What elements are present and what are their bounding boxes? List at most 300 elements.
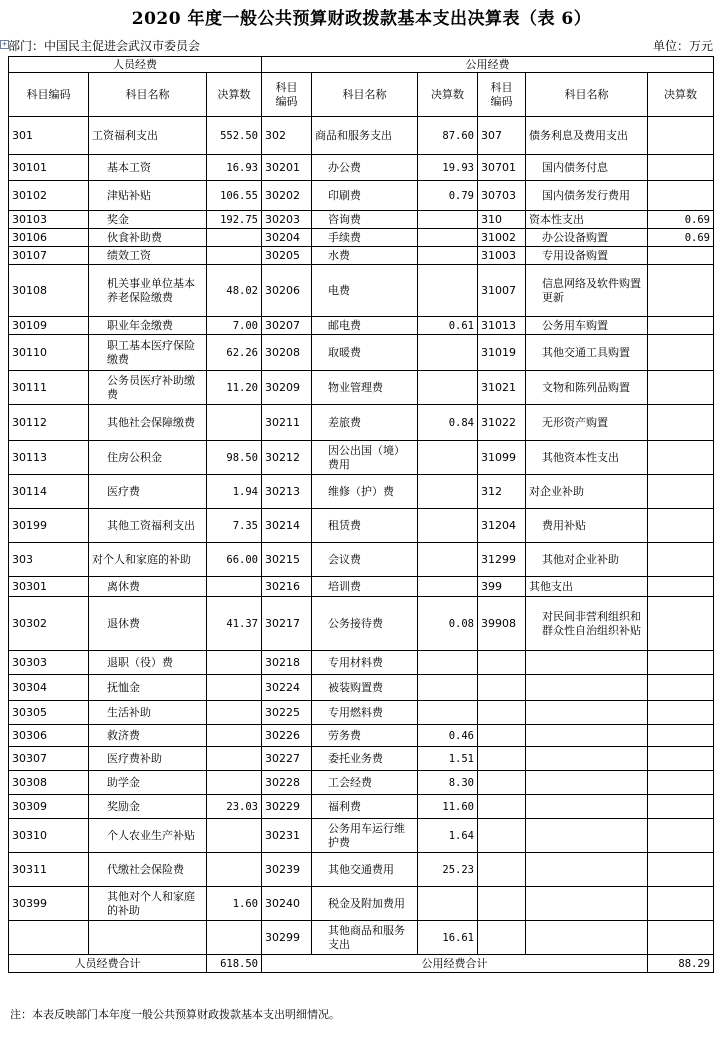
table-row [9, 543, 714, 577]
cell-name [526, 725, 648, 747]
cell-amount [648, 725, 714, 747]
cell-amount: 1.94 [207, 475, 262, 509]
cell-name [526, 771, 648, 795]
cell-code: 30209 [262, 371, 312, 405]
cell-amount: 0.61 [418, 317, 478, 335]
cell-amount [207, 819, 262, 853]
cell-name [526, 675, 648, 701]
cell-name: 差旅费 [312, 405, 418, 441]
header-code-2: 科目 编码 [262, 73, 312, 117]
cell-amount: 0.46 [418, 725, 478, 747]
cell-code: 30307 [9, 747, 89, 771]
cell-code: 30218 [262, 651, 312, 675]
cell-code: 30205 [262, 247, 312, 265]
cell-code: 30216 [262, 577, 312, 597]
cell-code: 30101 [9, 155, 89, 181]
table-row [9, 795, 714, 819]
cell-name: 其他对个人和家庭的补助 [89, 887, 207, 921]
cell-name: 退休费 [89, 597, 207, 651]
table-row [9, 117, 714, 155]
cell-code: 30106 [9, 229, 89, 247]
cell-amount [418, 887, 478, 921]
cell-name: 奖励金 [89, 795, 207, 819]
personnel-total-value: 618.50 [207, 955, 262, 973]
header-amount-1: 决算数 [207, 73, 262, 117]
cell-name: 信息网络及软件购置更新 [526, 265, 648, 317]
cell-code: 399 [478, 577, 526, 597]
cell-code: 30202 [262, 181, 312, 211]
cell-amount: 552.50 [207, 117, 262, 155]
cell-amount [207, 701, 262, 725]
cell-name: 被装购置费 [312, 675, 418, 701]
cell-name: 公务接待费 [312, 597, 418, 651]
cell-name: 个人农业生产补贴 [89, 819, 207, 853]
cell-amount: 19.93 [418, 155, 478, 181]
public-total-label: 公用经费合计 [262, 955, 648, 973]
table-row [9, 747, 714, 771]
cell-code: 30109 [9, 317, 89, 335]
footnote: 注：本表反映部门本年度一般公共预算财政拨款基本支出明细情况。 [10, 1008, 340, 1021]
cell-code: 30199 [9, 509, 89, 543]
table-row [9, 405, 714, 441]
cell-code: 30110 [9, 335, 89, 371]
cell-code: 31099 [478, 441, 526, 475]
cell-name: 费用补贴 [526, 509, 648, 543]
cell-name: 离休费 [89, 577, 207, 597]
cell-name [526, 853, 648, 887]
cell-code: 30309 [9, 795, 89, 819]
header-code-3: 科目 编码 [478, 73, 526, 117]
cell-name: 培训费 [312, 577, 418, 597]
table-row [9, 651, 714, 675]
cell-name: 工会经费 [312, 771, 418, 795]
cell-code: 31299 [478, 543, 526, 577]
cell-amount [418, 651, 478, 675]
cell-name: 其他社会保障缴费 [89, 405, 207, 441]
cell-name: 公务用车购置 [526, 317, 648, 335]
cell-code: 30112 [9, 405, 89, 441]
cell-amount [648, 247, 714, 265]
cell-amount [418, 211, 478, 229]
cell-name: 基本工资 [89, 155, 207, 181]
cell-name: 取暖费 [312, 335, 418, 371]
cell-code: 30227 [262, 747, 312, 771]
cell-code: 30305 [9, 701, 89, 725]
cell-amount [648, 475, 714, 509]
table-row [9, 317, 714, 335]
cell-amount: 0.69 [648, 229, 714, 247]
cell-name: 退职（役）费 [89, 651, 207, 675]
cell-name: 维修（护）费 [312, 475, 418, 509]
cell-amount: 11.20 [207, 371, 262, 405]
cell-name [526, 887, 648, 921]
table-title: 2020 年度一般公共预算财政拨款基本支出决算表（表 6） [131, 9, 592, 29]
cell-amount [207, 771, 262, 795]
cell-code [478, 921, 526, 955]
cell-name: 职工基本医疗保险缴费 [89, 335, 207, 371]
cell-code: 30239 [262, 853, 312, 887]
cell-amount [648, 597, 714, 651]
cell-code: 312 [478, 475, 526, 509]
cell-name [526, 701, 648, 725]
table-row [9, 335, 714, 371]
cell-code: 310 [478, 211, 526, 229]
cell-code: 30703 [478, 181, 526, 211]
cell-name [526, 921, 648, 955]
cell-code [478, 747, 526, 771]
cell-amount [648, 675, 714, 701]
cell-amount [418, 265, 478, 317]
cell-name: 专用设备购置 [526, 247, 648, 265]
cell-code [478, 887, 526, 921]
cell-name: 津贴补贴 [89, 181, 207, 211]
cell-name: 文物和陈列品购置 [526, 371, 648, 405]
cell-amount [648, 117, 714, 155]
cell-code: 303 [9, 543, 89, 577]
expenditure-table [8, 56, 714, 973]
cell-code: 30302 [9, 597, 89, 651]
cell-code: 30113 [9, 441, 89, 475]
cell-name: 抚恤金 [89, 675, 207, 701]
cell-code: 30226 [262, 725, 312, 747]
cell-code: 30240 [262, 887, 312, 921]
cell-name: 对企业补助 [526, 475, 648, 509]
unit-label: 单位：万元 [652, 39, 713, 53]
cell-code [478, 701, 526, 725]
cell-code: 31204 [478, 509, 526, 543]
cell-code: 30213 [262, 475, 312, 509]
cell-amount [418, 441, 478, 475]
cell-name: 机关事业单位基本养老保险缴费 [89, 265, 207, 317]
cell-name: 其他商品和服务支出 [312, 921, 418, 955]
cell-code [478, 675, 526, 701]
cell-amount [207, 651, 262, 675]
cell-code: 30207 [262, 317, 312, 335]
cell-name: 电费 [312, 265, 418, 317]
table-row [9, 887, 714, 921]
cell-name: 手续费 [312, 229, 418, 247]
cell-code: 30310 [9, 819, 89, 853]
cell-amount [418, 675, 478, 701]
cell-name: 资本性支出 [526, 211, 648, 229]
cell-code [478, 853, 526, 887]
cell-name: 工资福利支出 [89, 117, 207, 155]
cell-amount [648, 405, 714, 441]
cell-name: 办公设备购置 [526, 229, 648, 247]
cell-name: 国内债务发行费用 [526, 181, 648, 211]
header-code-1: 科目编码 [9, 73, 89, 117]
cell-amount [418, 335, 478, 371]
cell-amount [418, 247, 478, 265]
cell-name: 救济费 [89, 725, 207, 747]
cell-name: 会议费 [312, 543, 418, 577]
table-row [9, 181, 714, 211]
cell-amount: 87.60 [418, 117, 478, 155]
cell-name: 其他交通工具购置 [526, 335, 648, 371]
cell-amount: 41.37 [207, 597, 262, 651]
cell-name: 委托业务费 [312, 747, 418, 771]
cell-name: 专用燃料费 [312, 701, 418, 725]
cell-code: 30308 [9, 771, 89, 795]
cell-amount [648, 819, 714, 853]
cell-code: 31022 [478, 405, 526, 441]
cell-amount [648, 747, 714, 771]
cell-name: 咨询费 [312, 211, 418, 229]
table-row [9, 229, 714, 247]
table-row [9, 155, 714, 181]
cell-name: 助学金 [89, 771, 207, 795]
table-row [9, 819, 714, 853]
cell-code: 31013 [478, 317, 526, 335]
cell-amount [648, 921, 714, 955]
cell-amount [648, 317, 714, 335]
cell-name: 对民间非营利组织和群众性自治组织补贴 [526, 597, 648, 651]
cell-amount: 1.60 [207, 887, 262, 921]
cell-code: 30299 [262, 921, 312, 955]
cell-name: 其他支出 [526, 577, 648, 597]
department-label: 部门：中国民主促进会武汉市委员会 [8, 39, 201, 53]
cell-amount [207, 577, 262, 597]
public-total-value: 88.29 [648, 955, 714, 973]
cell-code: 30204 [262, 229, 312, 247]
cell-amount [207, 675, 262, 701]
cell-amount [648, 795, 714, 819]
cell-name: 对个人和家庭的补助 [89, 543, 207, 577]
cell-name: 商品和服务支出 [312, 117, 418, 155]
cell-amount [207, 247, 262, 265]
cell-code: 30231 [262, 819, 312, 853]
cell-amount [648, 509, 714, 543]
cell-name: 生活补助 [89, 701, 207, 725]
cell-amount [648, 651, 714, 675]
cell-amount: 7.35 [207, 509, 262, 543]
cell-amount: 192.75 [207, 211, 262, 229]
cell-amount [648, 543, 714, 577]
personnel-section-header: 人员经费 [9, 57, 262, 73]
cell-amount: 0.69 [648, 211, 714, 229]
cell-name: 公务用车运行维护费 [312, 819, 418, 853]
cell-amount [648, 887, 714, 921]
cell-name: 其他资本性支出 [526, 441, 648, 475]
cell-amount: 106.55 [207, 181, 262, 211]
cell-code [478, 651, 526, 675]
cell-amount [648, 155, 714, 181]
cell-name: 公务员医疗补助缴费 [89, 371, 207, 405]
cell-code: 30229 [262, 795, 312, 819]
cell-name [526, 795, 648, 819]
cell-code: 30304 [9, 675, 89, 701]
cell-code: 30217 [262, 597, 312, 651]
table-row [9, 853, 714, 887]
cell-amount [648, 371, 714, 405]
cell-amount: 25.23 [418, 853, 478, 887]
cell-name: 邮电费 [312, 317, 418, 335]
cell-name: 住房公积金 [89, 441, 207, 475]
cell-amount [418, 577, 478, 597]
header-amount-3: 决算数 [648, 73, 714, 117]
table-row [9, 675, 714, 701]
cell-code: 30303 [9, 651, 89, 675]
table-row [9, 265, 714, 317]
cell-code: 31002 [478, 229, 526, 247]
cell-amount [648, 771, 714, 795]
cell-name: 债务利息及费用支出 [526, 117, 648, 155]
cell-name: 物业管理费 [312, 371, 418, 405]
cell-amount: 16.61 [418, 921, 478, 955]
cell-code: 30212 [262, 441, 312, 475]
cell-code [9, 921, 89, 955]
cell-code: 30206 [262, 265, 312, 317]
cell-code: 30107 [9, 247, 89, 265]
table-row [9, 597, 714, 651]
table-row [9, 725, 714, 747]
cell-code [478, 795, 526, 819]
cell-code: 30114 [9, 475, 89, 509]
cell-name: 其他工资福利支出 [89, 509, 207, 543]
cell-name: 代缴社会保险费 [89, 853, 207, 887]
cell-name: 医疗费补助 [89, 747, 207, 771]
cell-amount [418, 543, 478, 577]
cell-amount [648, 577, 714, 597]
cell-amount: 23.03 [207, 795, 262, 819]
cell-name: 水费 [312, 247, 418, 265]
cell-name [89, 921, 207, 955]
cell-amount: 66.00 [207, 543, 262, 577]
cell-amount: 0.08 [418, 597, 478, 651]
cell-code: 30311 [9, 853, 89, 887]
cell-amount [418, 229, 478, 247]
cell-amount [207, 405, 262, 441]
cell-code: 31021 [478, 371, 526, 405]
cell-amount [207, 725, 262, 747]
table-row [9, 371, 714, 405]
cell-name: 职业年金缴费 [89, 317, 207, 335]
cell-name: 其他对企业补助 [526, 543, 648, 577]
cell-name: 医疗费 [89, 475, 207, 509]
cell-code: 31007 [478, 265, 526, 317]
cell-code: 30208 [262, 335, 312, 371]
cell-amount [207, 921, 262, 955]
cell-code: 30306 [9, 725, 89, 747]
cell-amount: 8.30 [418, 771, 478, 795]
cell-code: 307 [478, 117, 526, 155]
cell-amount: 48.02 [207, 265, 262, 317]
cell-amount: 16.93 [207, 155, 262, 181]
cell-amount [207, 229, 262, 247]
cell-name: 其他交通费用 [312, 853, 418, 887]
cell-code: 30399 [9, 887, 89, 921]
table-row [9, 509, 714, 543]
table-row [9, 247, 714, 265]
cell-name [526, 819, 648, 853]
cell-name [526, 747, 648, 771]
cell-amount [648, 181, 714, 211]
cell-amount [648, 265, 714, 317]
cell-code: 30224 [262, 675, 312, 701]
table-anchor-icon[interactable]: + [1, 40, 8, 48]
header-name-2: 科目名称 [312, 73, 418, 117]
cell-name: 福利费 [312, 795, 418, 819]
personnel-total-label: 人员经费合计 [9, 955, 207, 973]
cell-code [478, 725, 526, 747]
table-row [9, 701, 714, 725]
cell-code: 30701 [478, 155, 526, 181]
cell-name: 专用材料费 [312, 651, 418, 675]
cell-amount: 0.79 [418, 181, 478, 211]
cell-code: 30301 [9, 577, 89, 597]
cell-code: 39908 [478, 597, 526, 651]
cell-name: 税金及附加费用 [312, 887, 418, 921]
cell-code: 301 [9, 117, 89, 155]
table-row [9, 441, 714, 475]
cell-amount [418, 701, 478, 725]
cell-name: 租赁费 [312, 509, 418, 543]
cell-code: 31019 [478, 335, 526, 371]
cell-amount [418, 509, 478, 543]
cell-code: 31003 [478, 247, 526, 265]
cell-code: 30203 [262, 211, 312, 229]
cell-name [526, 651, 648, 675]
cell-code: 30214 [262, 509, 312, 543]
cell-name: 因公出国（境）费用 [312, 441, 418, 475]
cell-amount: 7.00 [207, 317, 262, 335]
cell-amount: 62.26 [207, 335, 262, 371]
table-row [9, 577, 714, 597]
cell-amount [207, 747, 262, 771]
cell-code [478, 819, 526, 853]
cell-code: 30201 [262, 155, 312, 181]
cell-code: 30102 [9, 181, 89, 211]
cell-amount: 1.64 [418, 819, 478, 853]
cell-code: 30108 [9, 265, 89, 317]
cell-amount [207, 853, 262, 887]
cell-name: 奖金 [89, 211, 207, 229]
cell-amount: 98.50 [207, 441, 262, 475]
cell-name: 印刷费 [312, 181, 418, 211]
cell-code: 30211 [262, 405, 312, 441]
header-name-3: 科目名称 [526, 73, 648, 117]
cell-name: 国内债务付息 [526, 155, 648, 181]
table-row [9, 475, 714, 509]
cell-amount [648, 701, 714, 725]
cell-code: 30228 [262, 771, 312, 795]
cell-name: 劳务费 [312, 725, 418, 747]
cell-code: 30215 [262, 543, 312, 577]
public-section-header: 公用经费 [262, 57, 714, 73]
cell-amount [648, 335, 714, 371]
cell-amount: 11.60 [418, 795, 478, 819]
cell-amount [648, 441, 714, 475]
cell-amount: 0.84 [418, 405, 478, 441]
table-row [9, 771, 714, 795]
cell-code: 30225 [262, 701, 312, 725]
cell-name: 办公费 [312, 155, 418, 181]
cell-name: 伙食补助费 [89, 229, 207, 247]
header-name-1: 科目名称 [89, 73, 207, 117]
table-row [9, 211, 714, 229]
table-row [9, 921, 714, 955]
cell-name: 无形资产购置 [526, 405, 648, 441]
cell-code: 302 [262, 117, 312, 155]
cell-code: 30103 [9, 211, 89, 229]
cell-code: 30111 [9, 371, 89, 405]
cell-code [478, 771, 526, 795]
cell-amount [418, 475, 478, 509]
header-amount-2: 决算数 [418, 73, 478, 117]
cell-amount [418, 371, 478, 405]
cell-amount: 1.51 [418, 747, 478, 771]
cell-amount [648, 853, 714, 887]
